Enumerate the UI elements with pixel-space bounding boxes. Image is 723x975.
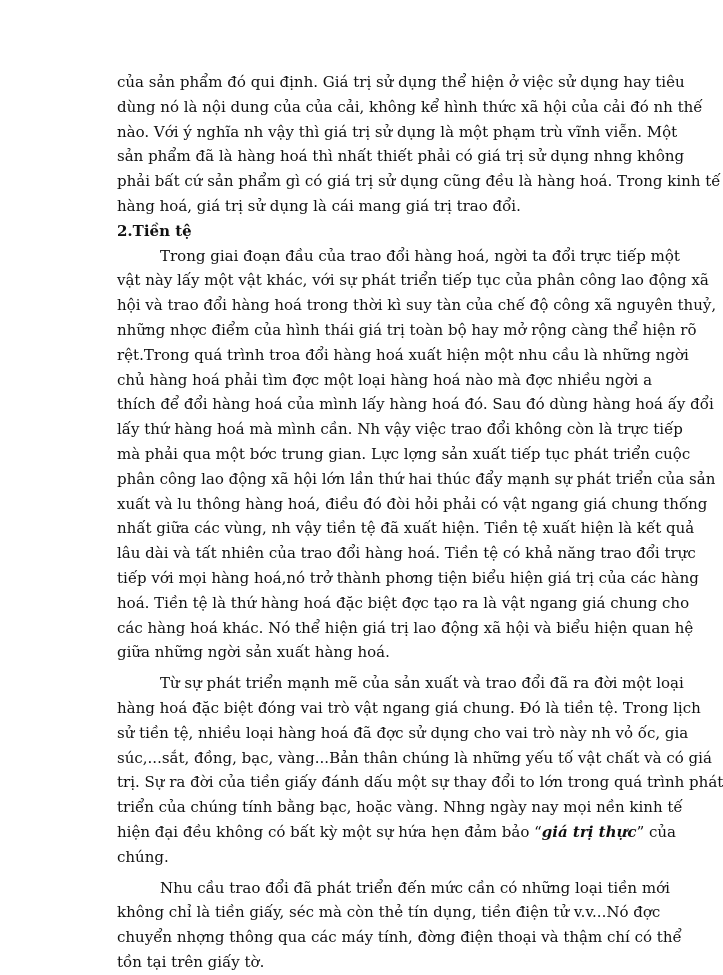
text-line: giữa những ngời sản xuất hàng hoá. [117,643,390,662]
text-line: nhất giữa các vùng, nh vậy tiền tệ đã xuất hiện. Tiền tệ xuất hiện là kết quả [117,519,695,538]
text-line: tồn tại trên giấy tờ. [117,952,265,971]
text-line: tiếp với mọi hàng hoá,nó trở thành phơng tiện biểu hiện giá trị của các hàng [117,568,699,587]
text-fragment: hiện đại đều không có bất kỳ một sự hứa hẹn đảm bảo “ [117,822,542,841]
document-page [117,70,723,975]
paragraph-new-money [117,876,682,975]
text-line: các hàng hoá khác. Nó thể hiện giá trị lao động xã hội và biểu hiện quan hệ [117,618,694,637]
text-line: sản phẩm đã là hàng hoá thì nhất thiết phải có giá trị sử dụng nhng không [117,147,685,166]
text-line: phải bất cứ sản phẩm gì có giá trị sử dụng cũng đều là hàng hoá. Trong kinh tế [117,172,721,191]
section-heading: 2.Tiền tệ [117,221,192,240]
text-line: chủ hàng hoá phải tìm đợc một loại hàng hoá nào mà đợc nhiều ngời a [117,370,653,389]
text-line [117,820,677,845]
text-line: lâu dài và tất nhiên của trao đổi hàng hoá. Tiền tệ có khả năng trao đổi trực [117,544,696,563]
text-line: không chỉ là tiền giấy, séc mà còn thẻ tín dụng, tiền điện tử v.v...Nó đợc [117,903,661,922]
text-line: thích để đổi hàng hoá của mình lấy hàng hoá đó. Sau đó dùng hàng hoá ấy đổi [117,395,714,414]
text-line: Trong giai đoạn đầu của trao đổi hàng hoá, ngời ta đổi trực tiếp một [160,246,680,265]
text-line: chuyển nhợng thông qua các máy tính, đờng điện thoại và thậm chí có thể [117,928,682,947]
paragraph-money-origin [117,244,717,666]
text-fragment: ” của [636,822,677,841]
text-line: những nhợc điểm của hình thái giá trị toàn bộ hay mở rộng càng thể hiện rõ [117,320,697,339]
text-line: súc,...sắt, đồng, bạc, vàng...Bản thân chúng là những yếu tố vật chất và có giá [117,748,712,767]
text-line: hoá. Tiền tệ là thứ hàng hoá đặc biệt đợc tạo ra là vật ngang giá chung cho [117,593,690,612]
text-line: lấy thứ hàng hoá mà mình cần. Nh vậy việc trao đổi không còn là trực tiếp [117,420,683,439]
text-line: hàng hoá đặc biệt đóng vai trò vật ngang giá chung. Đó là tiền tệ. Trong lịch [117,698,701,717]
text-line: chúng. [117,847,169,866]
paragraph-money-history [117,671,723,869]
text-line: phân công lao động xã hội lớn lần thứ hai thúc đẩy mạnh sự phát triển của sản [117,469,716,488]
paragraph-use-value [117,70,721,219]
text-line: trị. Sự ra đời của tiền giấy đánh dấu một sự thay đổi to lớn trong quá trình phát [117,773,723,792]
text-line: vật này lấy một vật khác, với sự phát triển tiếp tục của phân công lao động xã [117,271,709,290]
text-line: nào. Với ý nghĩa nh vậy thì giá trị sử dụng là một phạm trù vĩnh viễn. Một [117,122,678,141]
text-line: hàng hoá, giá trị sử dụng là cái mang giá trị trao đổi. [117,196,521,215]
text-line: triển của chúng tính bằng bạc, hoặc vàng. Nhng ngày nay mọi nền kinh tế [117,798,683,817]
emphasis-text: giá trị thực [541,822,637,841]
text-line: Từ sự phát triển mạnh mẽ của sản xuất và trao đổi đã ra đời một loại [160,674,684,693]
text-line: dùng nó là nội dung của của cải, không kể hình thức xã hội của cải đó nh thế [117,97,703,116]
text-line: của sản phẩm đó qui định. Giá trị sử dụng thể hiện ở việc sử dụng hay tiêu [117,73,685,91]
text-line: sử tiền tệ, nhiều loại hàng hoá đã đợc sử dụng cho vai trò này nh vỏ ốc, gia [117,723,689,742]
text-line: rệt.Trong quá trình troa đổi hàng hoá xuất hiện một nhu cầu là những ngời [117,345,689,364]
text-line: mà phải qua một bớc trung gian. Lực lợng sản xuất tiếp tục phát triển cuộc [117,444,691,463]
text-line: Nhu cầu trao đổi đã phát triển đến mức cần có những loại tiền mới [160,878,670,897]
text-line: xuất và lu thông hàng hoá, điều đó đòi hỏi phải có vật ngang giá chung thống [117,494,708,513]
text-line: hội và trao đổi hàng hoá trong thời kì suy tàn của chế độ công xã nguyên thuỷ, [117,296,717,315]
